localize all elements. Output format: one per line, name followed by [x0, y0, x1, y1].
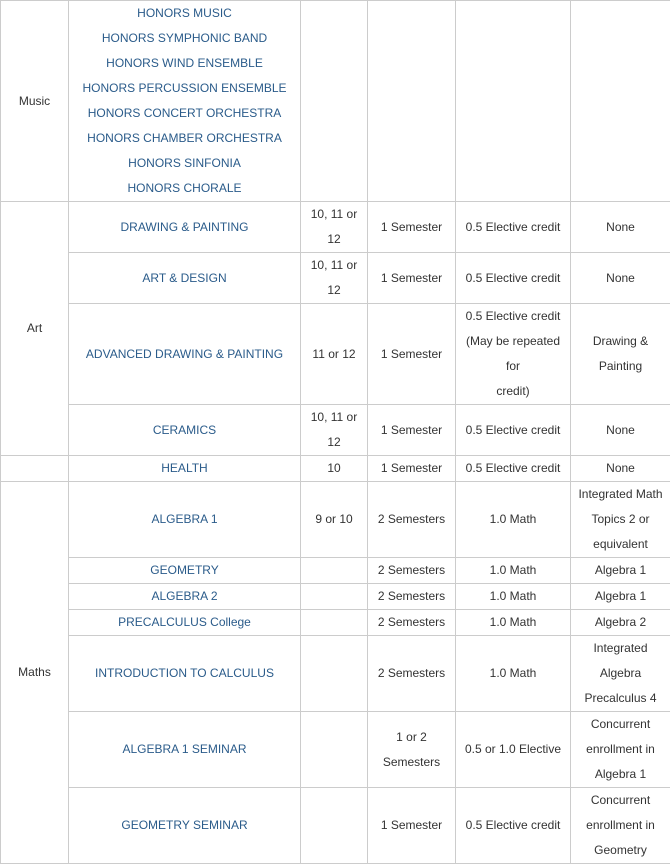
- course-link[interactable]: CERAMICS: [71, 418, 298, 443]
- length-cell: 2 Semesters: [368, 482, 456, 558]
- grade-cell: 9 or 10: [301, 482, 368, 558]
- course-link[interactable]: HONORS WIND ENSEMBLE: [71, 51, 298, 76]
- prereq-line: Painting: [573, 354, 668, 379]
- length-line: Semesters: [370, 750, 453, 775]
- prereq-cell: [571, 636, 670, 712]
- credit-cell: [456, 304, 571, 405]
- prereq-line: Concurrent: [573, 712, 668, 737]
- credit-cell: 0.5 Elective credit: [456, 253, 571, 304]
- table-row: [1, 584, 670, 610]
- table-row: [1, 405, 670, 456]
- grade-cell: [301, 558, 368, 584]
- course-link[interactable]: ADVANCED DRAWING & PAINTING: [71, 342, 298, 367]
- department-art: Art: [1, 202, 69, 456]
- prereq-cell: None: [571, 253, 670, 304]
- prereq-cell: [571, 304, 670, 405]
- prereq-line: Algebra 1: [573, 762, 668, 787]
- course-link[interactable]: HONORS CHAMBER ORCHESTRA: [71, 126, 298, 151]
- course-link[interactable]: ALGEBRA 1: [71, 507, 298, 532]
- grade-cell: [301, 1, 368, 202]
- prereq-line: Algebra: [573, 661, 668, 686]
- course-link[interactable]: HONORS SYMPHONIC BAND: [71, 26, 298, 51]
- grade-cell: [301, 788, 368, 864]
- prereq-line: enrollment in: [573, 737, 668, 762]
- department-music: Music: [1, 1, 69, 202]
- prereq-cell: [571, 482, 670, 558]
- prereq-cell: Algebra 2: [571, 610, 670, 636]
- credit-cell: 1.0 Math: [456, 636, 571, 712]
- credit-cell: 0.5 Elective credit: [456, 788, 571, 864]
- course-link[interactable]: HONORS CONCERT ORCHESTRA: [71, 101, 298, 126]
- course-link[interactable]: HEALTH: [71, 456, 298, 481]
- department-health: [1, 456, 69, 482]
- table-row: [1, 636, 670, 712]
- prereq-cell: None: [571, 456, 670, 482]
- table-row: [1, 304, 670, 405]
- length-cell: 1 Semester: [368, 202, 456, 253]
- course-link[interactable]: GEOMETRY SEMINAR: [71, 813, 298, 838]
- length-cell: 2 Semesters: [368, 584, 456, 610]
- length-cell: 2 Semesters: [368, 610, 456, 636]
- credit-cell: 1.0 Math: [456, 584, 571, 610]
- length-cell: 1 Semester: [368, 304, 456, 405]
- prereq-cell: [571, 788, 670, 864]
- table-row: [1, 558, 670, 584]
- grade-cell: 10: [301, 456, 368, 482]
- credit-cell: [456, 1, 571, 202]
- course-link[interactable]: GEOMETRY: [71, 558, 298, 583]
- table-row: [1, 456, 670, 482]
- course-link[interactable]: HONORS MUSIC: [71, 1, 298, 26]
- prereq-cell: Algebra 1: [571, 558, 670, 584]
- prereq-cell: [571, 712, 670, 788]
- table-row: [1, 788, 670, 864]
- course-link[interactable]: ALGEBRA 2: [71, 584, 298, 609]
- credit-line: credit): [458, 379, 568, 404]
- credit-cell: 0.5 Elective credit: [456, 456, 571, 482]
- table-row: [1, 202, 670, 253]
- table-row: [1, 482, 670, 558]
- prereq-line: Integrated: [573, 636, 668, 661]
- course-link[interactable]: ART & DESIGN: [71, 266, 298, 291]
- course-link[interactable]: DRAWING & PAINTING: [71, 215, 298, 240]
- grade-cell: [301, 712, 368, 788]
- prereq-cell: None: [571, 202, 670, 253]
- grade-cell: 10, 11 or 12: [301, 405, 368, 456]
- course-link[interactable]: HONORS CHORALE: [71, 176, 298, 201]
- prereq-line: Topics 2 or: [573, 507, 668, 532]
- course-link[interactable]: INTRODUCTION TO CALCULUS: [71, 661, 298, 686]
- course-link[interactable]: ALGEBRA 1 SEMINAR: [71, 737, 298, 762]
- credit-line: (May be repeated for: [458, 329, 568, 379]
- music-row: [1, 1, 670, 202]
- length-cell: 2 Semesters: [368, 558, 456, 584]
- course-link[interactable]: PRECALCULUS College: [71, 610, 298, 635]
- grade-cell: 10, 11 or 12: [301, 202, 368, 253]
- prereq-cell: [571, 1, 670, 202]
- grade-cell: [301, 610, 368, 636]
- prereq-cell: Algebra 1: [571, 584, 670, 610]
- department-maths: Maths: [1, 482, 69, 864]
- credit-cell: 1.0 Math: [456, 558, 571, 584]
- course-link[interactable]: HONORS SINFONIA: [71, 151, 298, 176]
- prereq-line: enrollment in: [573, 813, 668, 838]
- grade-cell: [301, 584, 368, 610]
- credit-cell: 0.5 Elective credit: [456, 202, 571, 253]
- credit-cell: 0.5 or 1.0 Elective: [456, 712, 571, 788]
- length-cell: 1 Semester: [368, 405, 456, 456]
- grade-cell: 11 or 12: [301, 304, 368, 405]
- credit-cell: 0.5 Elective credit: [456, 405, 571, 456]
- length-cell: 1 Semester: [368, 788, 456, 864]
- table-row: [1, 712, 670, 788]
- table-row: [1, 610, 670, 636]
- prereq-line: Geometry: [573, 838, 668, 863]
- table-row: [1, 253, 670, 304]
- music-course-list: [69, 1, 301, 202]
- credit-cell: 1.0 Math: [456, 610, 571, 636]
- credit-cell: 1.0 Math: [456, 482, 571, 558]
- course-link[interactable]: HONORS PERCUSSION ENSEMBLE: [71, 76, 298, 101]
- length-line: 1 or 2: [370, 725, 453, 750]
- length-cell: 2 Semesters: [368, 636, 456, 712]
- grade-cell: 10, 11 or 12: [301, 253, 368, 304]
- prereq-cell: None: [571, 405, 670, 456]
- length-cell: 1 Semester: [368, 253, 456, 304]
- prereq-line: equivalent: [573, 532, 668, 557]
- prereq-line: Drawing &: [573, 329, 668, 354]
- length-cell: [368, 712, 456, 788]
- length-cell: [368, 1, 456, 202]
- prereq-line: Precalculus 4: [573, 686, 668, 711]
- credit-line: 0.5 Elective credit: [458, 304, 568, 329]
- length-cell: 1 Semester: [368, 456, 456, 482]
- grade-cell: [301, 636, 368, 712]
- prereq-line: Concurrent: [573, 788, 668, 813]
- prereq-line: Integrated Math: [573, 482, 668, 507]
